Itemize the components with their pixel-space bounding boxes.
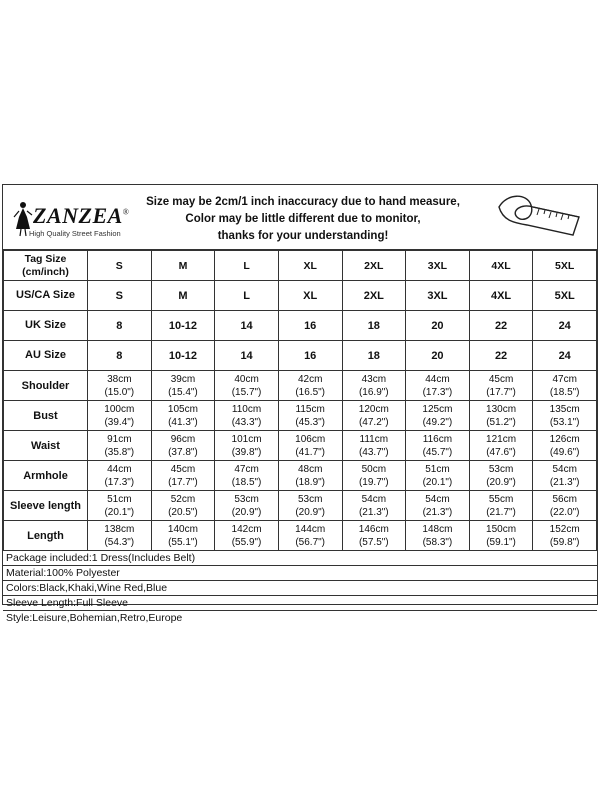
measurement-cell (469, 521, 533, 551)
measurement-cell (88, 401, 152, 431)
inch-value: (45.7") (422, 446, 453, 458)
cm-value: 126cm (549, 433, 580, 445)
cm-value: 138cm (104, 523, 135, 535)
size-cell: 8 (88, 341, 152, 371)
cm-value: 47cm (234, 463, 259, 475)
size-row (4, 251, 597, 281)
measurement-cell (469, 431, 533, 461)
inch-value: (53.1") (549, 416, 580, 428)
size-cell: M (151, 251, 215, 281)
measurement-cell (215, 371, 279, 401)
cm-value: 39cm (170, 373, 196, 385)
measurement-cell (406, 521, 470, 551)
cm-value: 53cm (488, 463, 514, 475)
cm-value: 105cm (167, 403, 198, 415)
measurement-cell (151, 491, 215, 521)
measurement-row (4, 401, 597, 431)
measurement-cell (278, 371, 342, 401)
size-cell: 4XL (469, 251, 533, 281)
size-cell: XL (278, 251, 342, 281)
measurement-cell (88, 491, 152, 521)
chart-header (3, 185, 597, 250)
size-cell: 2XL (342, 251, 406, 281)
measurement-cell (151, 431, 215, 461)
measurement-row (4, 431, 597, 461)
size-cell: 10-12 (151, 341, 215, 371)
size-cell: 24 (533, 311, 597, 341)
inch-value: (37.8") (168, 446, 198, 458)
cm-value: 140cm (167, 523, 198, 535)
cm-value: 54cm (425, 493, 450, 505)
measurement-cell (342, 431, 406, 461)
measurement-cell (469, 461, 533, 491)
measurement-cell (215, 401, 279, 431)
inch-value: (41.3") (168, 416, 198, 428)
measurement-cell (469, 491, 533, 521)
measurement-cell (533, 401, 597, 431)
cm-value: 121cm (486, 433, 517, 445)
measurement-cell (533, 371, 597, 401)
row-label: Armhole (4, 461, 88, 491)
size-cell: 22 (469, 311, 533, 341)
inch-value: (21.3") (422, 506, 453, 518)
measurement-cell (406, 461, 470, 491)
detail-line: Style:Leisure,Bohemian,Retro,Europe (6, 612, 183, 624)
row-label: Tag Size (cm/inch) (4, 251, 88, 281)
row-label: Sleeve length (4, 491, 88, 521)
row-label: US/CA Size (4, 281, 88, 311)
measurement-cell (88, 371, 152, 401)
measurement-notice (143, 194, 463, 245)
inch-value: (21.7") (486, 506, 516, 518)
cm-value: 54cm (552, 463, 577, 475)
measurement-cell (533, 461, 597, 491)
inch-value: (16.9") (358, 386, 389, 398)
cm-value: 125cm (422, 403, 453, 415)
cm-value: 48cm (297, 463, 323, 475)
inch-value: (17.7") (486, 386, 516, 398)
inch-value: (20.9") (231, 506, 262, 518)
measurement-cell (215, 491, 279, 521)
measuring-tape-icon (493, 191, 585, 243)
measurement-cell (278, 431, 342, 461)
inch-value: (59.1") (486, 536, 516, 548)
size-cell: 20 (406, 311, 470, 341)
size-row (4, 281, 597, 311)
size-cell: L (215, 251, 279, 281)
inch-value: (35.8") (104, 446, 135, 458)
cm-value: 106cm (295, 433, 326, 445)
inch-value: (49.6") (549, 446, 580, 458)
size-cell: 10-12 (151, 311, 215, 341)
size-row (4, 311, 597, 341)
cm-value: 91cm (107, 433, 132, 445)
brand-logo (11, 197, 136, 241)
inch-value: (39.8") (231, 446, 262, 458)
detail-line: Material:100% Polyester (3, 566, 597, 581)
detail-line: Sleeve Length:Full Sleeve (3, 596, 597, 611)
size-cell: 8 (88, 311, 152, 341)
measurement-cell (88, 461, 152, 491)
row-label: Length (4, 521, 88, 551)
size-table (3, 250, 597, 551)
size-cell: M (151, 281, 215, 311)
inch-value: (54.3") (104, 536, 135, 548)
notice-line: Color may be little different due to monitor, (185, 213, 421, 225)
measurement-cell (342, 371, 406, 401)
cm-value: 51cm (107, 493, 132, 505)
inch-value: (17.7") (168, 476, 198, 488)
size-cell: 16 (278, 311, 342, 341)
cm-value: 45cm (488, 373, 514, 385)
inch-value: (20.5") (168, 506, 198, 518)
measurement-cell (278, 521, 342, 551)
size-cell: 22 (469, 341, 533, 371)
cm-value: 44cm (425, 373, 450, 385)
inch-value: (16.5") (295, 386, 326, 398)
measurement-cell (88, 521, 152, 551)
inch-value: (57.5") (358, 536, 389, 548)
size-cell: 20 (406, 341, 470, 371)
inch-value: (20.1") (422, 476, 453, 488)
measurement-cell (278, 491, 342, 521)
size-cell: 16 (278, 341, 342, 371)
cm-value: 148cm (422, 523, 453, 535)
cm-value: 50cm (361, 463, 387, 475)
inch-value: (15.4") (168, 386, 198, 398)
inch-value: (58.3") (422, 536, 453, 548)
inch-value: (20.9") (486, 476, 516, 488)
size-cell: XL (278, 281, 342, 311)
inch-value: (55.1") (168, 536, 198, 548)
measurement-cell (469, 371, 533, 401)
measurement-cell (342, 491, 406, 521)
cm-value: 54cm (361, 493, 387, 505)
measurement-cell (215, 431, 279, 461)
measurement-cell (342, 401, 406, 431)
inch-value: (43.3") (231, 416, 262, 428)
cm-value: 150cm (486, 523, 517, 535)
measurement-cell (151, 401, 215, 431)
cm-value: 130cm (486, 403, 517, 415)
inch-value: (21.3") (358, 506, 389, 518)
cm-value: 40cm (234, 373, 259, 385)
cm-value: 152cm (549, 523, 580, 535)
cm-value: 52cm (170, 493, 196, 505)
measurement-row (4, 371, 597, 401)
measurement-cell (469, 401, 533, 431)
measurement-cell (406, 431, 470, 461)
cm-value: 110cm (231, 403, 262, 415)
measurement-cell (88, 431, 152, 461)
cm-value: 53cm (297, 493, 323, 505)
measurement-cell (533, 431, 597, 461)
size-cell: 3XL (406, 281, 470, 311)
size-cell: S (88, 251, 152, 281)
product-details (3, 551, 597, 626)
measurement-cell (406, 401, 470, 431)
row-label: Shoulder (4, 371, 88, 401)
measurement-row (4, 461, 597, 491)
measurement-cell (533, 521, 597, 551)
inch-value: (49.2") (422, 416, 453, 428)
inch-value: (43.7") (358, 446, 389, 458)
inch-value: (18.5") (549, 386, 580, 398)
measurement-cell (215, 461, 279, 491)
cm-value: 96cm (170, 433, 196, 445)
inch-value: (20.1") (104, 506, 135, 518)
inch-value: (22.0") (549, 506, 580, 518)
size-chart-sheet (2, 184, 598, 624)
inch-value: (45.3") (295, 416, 326, 428)
inch-value: (41.7") (295, 446, 326, 458)
cm-value: 55cm (488, 493, 514, 505)
cm-value: 116cm (422, 433, 453, 445)
inch-value: (15.0") (104, 386, 135, 398)
size-cell: 5XL (533, 251, 597, 281)
measurement-row (4, 491, 597, 521)
inch-value: (47.2") (358, 416, 389, 428)
measurement-cell (278, 461, 342, 491)
inch-value: (56.7") (295, 536, 326, 548)
measurement-cell (406, 371, 470, 401)
size-cell: 18 (342, 341, 406, 371)
size-cell: 14 (215, 311, 279, 341)
detail-line: Package included:1 Dress(Includes Belt) (3, 551, 597, 566)
inch-value: (51.2") (486, 416, 516, 428)
inch-value: (20.9") (295, 506, 326, 518)
inch-value: (21.3") (549, 476, 580, 488)
brand-tagline: High Quality Street Fashion (29, 229, 121, 238)
cm-value: 135cm (549, 403, 580, 415)
measurement-cell (342, 521, 406, 551)
size-cell: 5XL (533, 281, 597, 311)
cm-value: 101cm (231, 433, 262, 445)
cm-value: 47cm (552, 373, 577, 385)
cm-value: 44cm (107, 463, 132, 475)
size-cell: 14 (215, 341, 279, 371)
inch-value: (15.7") (231, 386, 262, 398)
inch-value: (17.3") (422, 386, 453, 398)
cm-value: 100cm (104, 403, 135, 415)
inch-value: (55.9") (231, 536, 262, 548)
cm-value: 53cm (234, 493, 259, 505)
row-label: Bust (4, 401, 88, 431)
row-label: Waist (4, 431, 88, 461)
cm-value: 56cm (552, 493, 577, 505)
notice-line: Size may be 2cm/1 inch inaccuracy due to hand measure, (146, 196, 460, 208)
row-label: UK Size (4, 311, 88, 341)
cm-value: 43cm (361, 373, 387, 385)
cm-value: 38cm (107, 373, 132, 385)
cm-value: 142cm (231, 523, 262, 535)
notice-line: thanks for your understanding! (217, 230, 389, 242)
measurement-cell (151, 371, 215, 401)
inch-value: (19.7") (358, 476, 389, 488)
inch-value: (47.6") (486, 446, 516, 458)
cm-value: 120cm (358, 403, 389, 415)
inch-value: (59.8") (549, 536, 580, 548)
cm-value: 146cm (358, 523, 389, 535)
measurement-row (4, 521, 597, 551)
measurement-cell (151, 461, 215, 491)
brand-name: ZANZEA® (33, 203, 130, 228)
cm-value: 51cm (425, 463, 450, 475)
size-row (4, 341, 597, 371)
size-cell: 3XL (406, 251, 470, 281)
inch-value: (18.5") (231, 476, 262, 488)
inch-value: (17.3") (104, 476, 135, 488)
measurement-cell (215, 521, 279, 551)
detail-line: Colors:Black,Khaki,Wine Red,Blue (3, 581, 597, 596)
cm-value: 45cm (170, 463, 196, 475)
size-cell: L (215, 281, 279, 311)
inch-value: (18.9") (295, 476, 326, 488)
measurement-cell (151, 521, 215, 551)
cm-value: 111cm (359, 433, 389, 445)
measurement-cell (533, 491, 597, 521)
size-cell: 4XL (469, 281, 533, 311)
size-cell: S (88, 281, 152, 311)
cm-value: 144cm (295, 523, 326, 535)
measurement-cell (342, 461, 406, 491)
size-cell: 2XL (342, 281, 406, 311)
size-cell: 24 (533, 341, 597, 371)
measurement-cell (406, 491, 470, 521)
cm-value: 115cm (295, 403, 325, 415)
size-cell: 18 (342, 311, 406, 341)
inch-value: (39.4") (104, 416, 135, 428)
measurement-cell (278, 401, 342, 431)
row-label: AU Size (4, 341, 88, 371)
cm-value: 42cm (297, 373, 323, 385)
